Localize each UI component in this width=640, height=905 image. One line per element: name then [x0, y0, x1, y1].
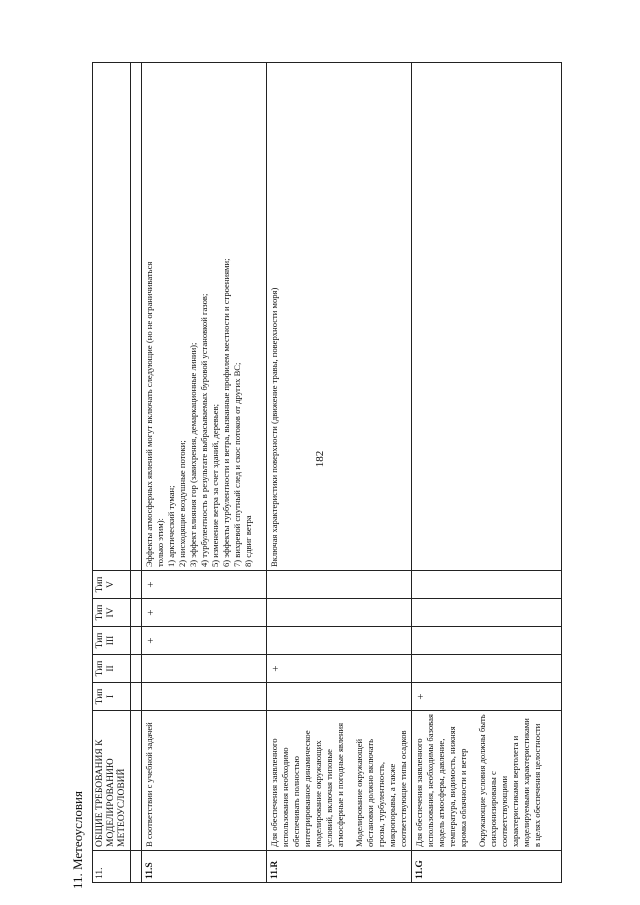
mark-type-i: + [411, 683, 561, 711]
mark-type-v [411, 571, 561, 599]
description-line: 8) сдвиг ветра [242, 515, 253, 567]
mark-type-i [266, 683, 411, 711]
header-type-v: Тип V [93, 571, 131, 599]
description-line: 5) изменение ветра за счет зданий, деревьев; [209, 403, 220, 567]
description-line: 7) вихревой спутный след и скос потоков от других ВС; [231, 362, 242, 567]
requirement-paragraph: Окружающие условия должны быть синхронизированы с соответствующими характеристиками вертолета и моделируемыми характеристиками в целях обеспечения целостности [476, 714, 542, 847]
header-requirement: ОБЩИЕ ТРЕБОВАНИЯ К МОДЕЛИРОВАНИЮ МЕТЕОУСЛОВИЙ [93, 711, 131, 851]
row-description: Включая характеристики поверхности (движение травы, поверхности моря) [266, 63, 411, 571]
mark-type-ii: + [266, 655, 411, 683]
description-line: 6) эффекты турбулентности и ветра, вызванные профилем местности и строениями; [220, 258, 231, 567]
description-line: Эффекты атмосферных явлений могут включать следующие (но не ограничиваться [143, 261, 154, 567]
mark-type-ii [411, 655, 561, 683]
header-type-iii: Тип III [93, 627, 131, 655]
mark-type-iv [266, 599, 411, 627]
row-number: 11.R [266, 851, 411, 883]
mark-type-ii [141, 655, 266, 683]
header-description [93, 63, 131, 571]
mark-type-iv [411, 599, 561, 627]
table-row [266, 63, 411, 883]
requirements-table [92, 62, 562, 883]
row-requirement [266, 711, 411, 851]
row-description [411, 63, 561, 571]
mark-type-v [266, 571, 411, 599]
table-subheader-row [130, 63, 141, 883]
description-line: 4) турбулентность в результате выбрасываемых буровой установкой газов; [198, 293, 209, 567]
header-num: 11. [93, 851, 131, 883]
description-line: 2) нисходящие воздушные потоки; [176, 440, 187, 567]
row-description [141, 63, 266, 571]
table-header-row [93, 63, 131, 883]
table-row [411, 63, 561, 883]
row-requirement: В соответствии с учебной задачей [141, 711, 266, 851]
requirement-paragraph: Моделирование окружающей обстановки должно включать грозы, турбулентность, микропорывы, а также соответствующие типы осадков [353, 730, 408, 847]
description-line: 3) эффект влияния гор (завихрения, демаркационные линии); [187, 342, 198, 567]
mark-type-iii [411, 627, 561, 655]
mark-type-iii: + [141, 627, 266, 655]
mark-type-v: + [141, 571, 266, 599]
mark-type-iii [266, 627, 411, 655]
page-number: 182 [314, 450, 326, 468]
mark-type-iv: + [141, 599, 266, 627]
description-line: только этим): [154, 518, 165, 567]
row-requirement [411, 711, 561, 851]
requirement-paragraph: Для обеспечения заявленного использования необходимо обеспечивать полностью интегрированное динамическое моделирование окружающих условий, включая типовые атмосферные и погодные явления [268, 722, 345, 847]
header-type-ii: Тип II [93, 655, 131, 683]
mark-type-i [141, 683, 266, 711]
requirement-paragraph: Для обеспечения заявленного использования, необходимы базовая модель атмосферы, давление, температура, видимость, нижняя кромка облачности и ветер [413, 714, 468, 847]
table-row [141, 63, 266, 883]
row-number: 11.G [411, 851, 561, 883]
section-title: 11. Метеоусловия [70, 791, 85, 889]
header-type-iv: Тип IV [93, 599, 131, 627]
rotated-page-content [70, 55, 610, 895]
row-number: 11.S [141, 851, 266, 883]
description-line: 1) арктический туман; [165, 485, 176, 567]
header-type-i: Тип I [93, 683, 131, 711]
